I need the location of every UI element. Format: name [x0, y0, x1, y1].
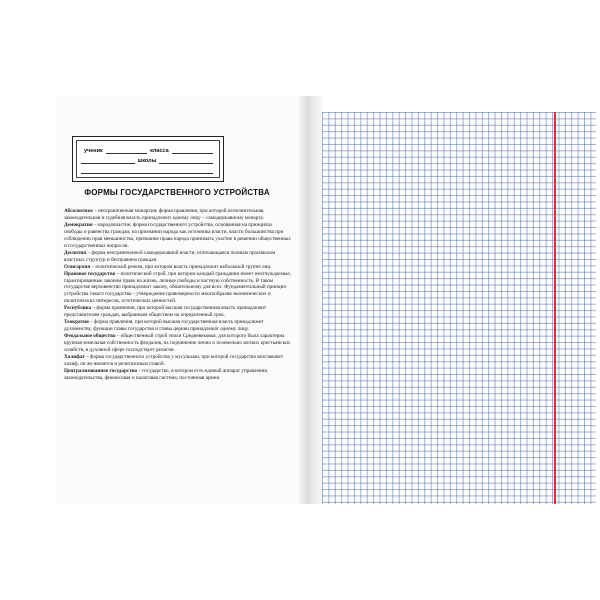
definition-item — [64, 271, 292, 306]
definition-text: – политический режим, при котором власть принадлежит небольшой группе лиц. — [90, 263, 272, 270]
definition-text: – государство, в котором есть единый аппарат управления, законодательства, финансовая и налоговая система, постоянная армия. — [64, 367, 269, 381]
definition-item — [64, 319, 292, 333]
definition-item — [64, 354, 292, 368]
name-label-box — [72, 136, 224, 182]
definition-item — [64, 250, 292, 264]
right-grid-page — [322, 96, 596, 504]
definition-text: – неограниченная монархия; форма правления, при которой исполнительная, законодательная и судебная власть принадлежит одному лицу – самодержавному монарху. — [64, 208, 265, 221]
definition-text: – общественный строй эпохи Средневековья, для которого была характерна крупная земельная собственность феодалов, их подчинение лично и поземельно мелких крестьянских хозяйств, в духовной сфере господствует религия. — [64, 333, 291, 354]
definition-text: – народовластие; форма государственного устройства, основанная на принципах свободы и равенства граждан, на признании народа как источника власти, власти большинства при соблюдении прав меньшинства, признание права народа принимать участие в решении общественных и государственных вопросов. — [64, 221, 291, 249]
label-class-line — [172, 147, 213, 154]
definition-text: – форма правления, при которой высшая государственная власть принадлежит духовенству, функции главы государства и главы церкви принадлежат одному лицу. — [64, 319, 264, 333]
definition-term: Деспотия — [64, 249, 87, 256]
definition-text: – форма правления, при которой высшая государственная власть принадлежит представителям граждан, выбранным обществом на определенный срок. — [64, 305, 267, 319]
definition-term: Теократия — [64, 319, 89, 326]
label-box-inner-frame — [76, 140, 220, 178]
definition-item — [64, 222, 292, 250]
binding-gutter — [298, 96, 322, 504]
label-blank-line — [81, 157, 135, 164]
label-row-blank-1 — [81, 164, 213, 174]
definitions-list — [64, 208, 292, 382]
label-row-school — [81, 154, 213, 164]
definition-item — [64, 264, 292, 271]
label-blank-line — [81, 167, 213, 174]
definition-term: Феодальное общество — [64, 333, 116, 340]
definition-term: Демократия — [64, 221, 93, 228]
label-school-word: школы — [137, 158, 157, 164]
left-cover-page — [56, 96, 298, 504]
definition-item — [64, 305, 292, 319]
definition-text: – форма неограниченной самодержавной власти, отличающаяся полным произволом властных структур и бесправием граждан. — [64, 249, 276, 263]
label-row-student — [81, 144, 213, 154]
label-class-word: класса — [150, 148, 169, 154]
definition-term: Абсолютизм — [64, 208, 93, 214]
definition-term: Централизованное государство — [64, 367, 138, 374]
page-title: ФОРМЫ ГОСУДАРСТВЕННОГО УСТРОЙСТВА — [84, 188, 270, 197]
label-student-word: ученик — [84, 148, 103, 154]
label-school-line — [159, 157, 213, 164]
definition-item — [64, 368, 292, 382]
definition-term: Халифат — [64, 354, 85, 361]
definition-item — [64, 208, 292, 222]
definition-term: Олигархия — [64, 263, 91, 270]
definition-term: Правовое государство — [64, 270, 116, 277]
notebook-spread — [56, 96, 596, 504]
definition-text: – форма государственного устройства у мусульман, при которой государство возглавляет халиф, он же является и религиозным главой. — [64, 354, 284, 367]
margin-line — [554, 112, 556, 504]
definition-text: – политический строй, при котором каждый гражданин имеет неотчуждаемые, гарантированные законом право на жизнь, личные свободы и частную собственность. В таком государстве верховенство принадлежит закону, обязательному для всех. Фундаментальный принцип устройства такого государства – утверждение правомерности многообразия экономических и политических интересов, эстетических ценностей. — [64, 270, 291, 305]
definition-item — [64, 333, 292, 354]
definition-term: Республика — [64, 305, 92, 312]
label-student-line — [106, 147, 147, 154]
